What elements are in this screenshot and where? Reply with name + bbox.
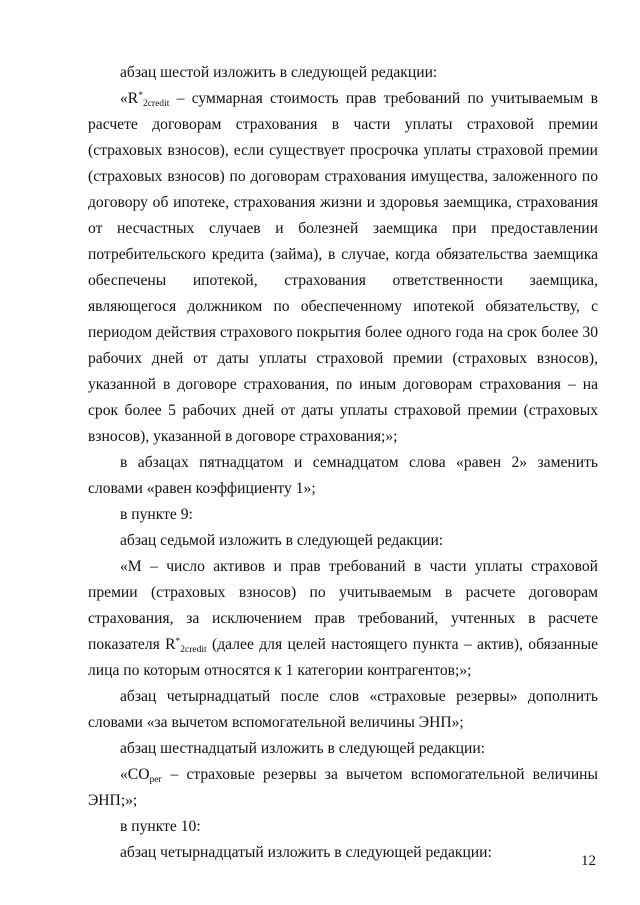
paragraph-9 [88, 762, 598, 814]
paragraph-text: в пункте 10: [120, 818, 201, 835]
paragraph-3 [88, 450, 598, 502]
paragraph-text: – страховые резервы за вычетом вспомогательной величины ЭНП;»; [88, 766, 598, 809]
paragraph-1 [88, 60, 598, 86]
paragraph-text: абзац четырнадцатый изложить в следующей редакции: [120, 844, 492, 861]
paragraph-text: абзац седьмой изложить в следующей редакции: [120, 532, 444, 549]
paragraph-7 [88, 684, 598, 736]
paragraph-text: в пункте 9: [120, 506, 193, 523]
subscript-2credit: 2credit [180, 645, 207, 655]
paragraph-8 [88, 736, 598, 762]
paragraph-text: «M – число активов и прав требований в части уплаты страховой премии (страховых взносов) по учитываемым в расчете договорам страхования, за исключением прав требований, учтенных в расчете показателя R [88, 558, 598, 653]
document-body [88, 60, 598, 866]
paragraph-5 [88, 528, 598, 554]
paragraph-text-continued: (далее для целей настоящего пункта – актив), обязанные лица по которым относятся к 1 категории контрагентов;»; [88, 636, 598, 679]
subscript-reg: рег [149, 775, 163, 785]
paragraph-11 [88, 840, 598, 866]
paragraph-10 [88, 814, 598, 840]
paragraph-text: – суммарная стоимость прав требований по учитываемым в расчете договорам страхования в части уплаты страховой премии (страховых взносов), если существует просрочка уплаты страховой премии (страховых взносов) по договорам страхования имущества, заложенного по договору об ипотеке, страхования жизни и здоровья заемщика, страхования от несчастных случаев и болезней заемщика при предоставлении потребительского кредита (займа), в случае, когда обязательства заемщика обеспечены ипотекой, страхования ответственности заемщика, являющегося должником по обеспеченному ипотекой обязательству, с периодом действия страхового покрытия более одного года на срок более 30 рабочих дней от даты уплаты страховой премии (страховых взносов), указанной в договоре страхования, по иным договорам страхования – на срок более 5 рабочих дней от даты уплаты страховой премии (страховых взносов), указанной в договоре страхования;»; [88, 90, 598, 445]
paragraph-6 [88, 554, 598, 684]
paragraph-text: в абзацах пятнадцатом и семнадцатом слова «равен 2» заменить словами «равен коэффициенту 1»; [88, 454, 598, 497]
quote-open-r-symbol: «R [120, 90, 139, 107]
subscript-2credit: 2credit [142, 99, 170, 109]
superscript-asterisk: * [138, 91, 143, 101]
paragraph-text: абзац шестнадцатый изложить в следующей редакции: [120, 740, 486, 757]
paragraph-text: абзац шестой изложить в следующей редакции: [120, 64, 438, 81]
quote-open-co: «СО [120, 766, 150, 783]
paragraph-text: абзац четырнадцатый после слов «страховые резервы» дополнить словами «за вычетом вспомогательной величины ЭНП»; [88, 688, 598, 731]
paragraph-4 [88, 502, 598, 528]
superscript-asterisk: * [175, 637, 181, 647]
paragraph-2 [88, 86, 598, 450]
page-number: 12 [581, 853, 596, 869]
